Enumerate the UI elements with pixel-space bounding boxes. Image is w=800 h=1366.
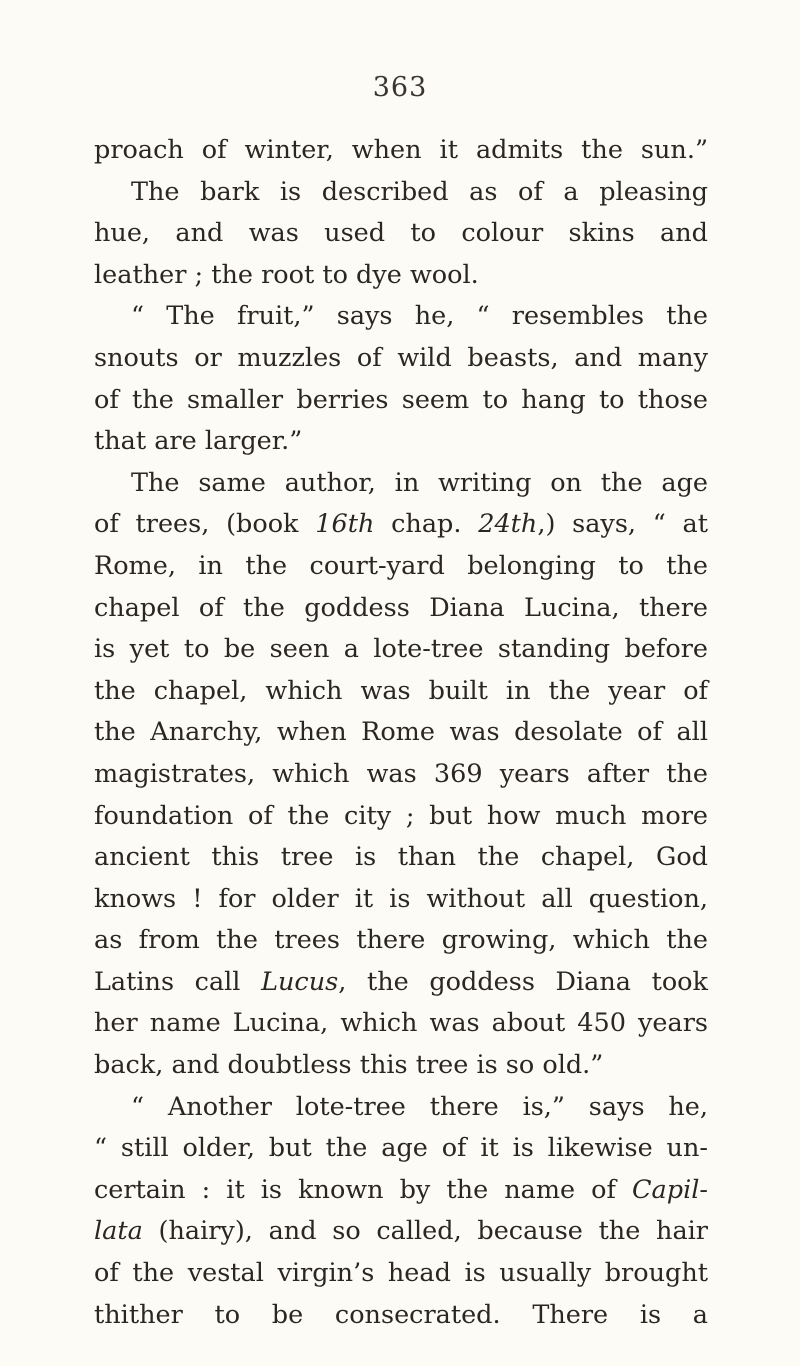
text-line: snouts or muzzles of wild beasts, and many	[94, 342, 708, 373]
text-line: as from the trees there growing, which the	[94, 925, 708, 956]
text-line: Latins call Lucus, the goddess Diana took	[94, 966, 708, 997]
text-line: “ Another lote-tree there is,” says he,	[131, 1091, 708, 1122]
text-line: is yet to be seen a lote-tree standing before	[94, 634, 708, 665]
text-line: Rome, in the court-yard belonging to the	[94, 550, 708, 581]
text-line: her name Lucina, which was about 450 years	[94, 1008, 708, 1039]
text-line: leather ; the root to dye wool.	[94, 259, 479, 290]
text-line: the Anarchy, when Rome was desolate of all	[94, 717, 708, 748]
text-line: thither to be consecrated. There is a	[94, 1299, 708, 1330]
text-line: that are larger.”	[94, 426, 303, 457]
text-line: magistrates, which was 369 years after the	[94, 758, 708, 789]
text-line: ancient this tree is than the chapel, God	[94, 842, 708, 873]
text-line: chapel of the goddess Diana Lucina, there	[94, 592, 708, 623]
text-line: The bark is described as of a pleasing	[131, 176, 708, 207]
text-line: certain : it is known by the name of Capil-	[94, 1174, 708, 1205]
page-number: 363	[372, 72, 428, 103]
text-line: proach of winter, when it admits the sun.”	[94, 135, 708, 165]
text-line: knows ! for older it is without all question,	[94, 883, 708, 914]
text-line: The same author, in writing on the age	[131, 467, 708, 498]
text-line: “ still older, but the age of it is likewise un-	[94, 1133, 708, 1164]
text-line: “ The fruit,” says he, “ resembles the	[131, 301, 708, 332]
text-line: of the smaller berries seem to hang to those	[94, 384, 708, 415]
text-line: the chapel, which was built in the year of	[94, 675, 708, 706]
text-line: foundation of the city ; but how much more	[94, 800, 708, 831]
text-line: hue, and was used to colour skins and	[94, 218, 708, 249]
text-line: of the vestal virgin’s head is usually brought	[94, 1258, 708, 1289]
text-line: lata (hairy), and so called, because the hair	[94, 1216, 708, 1247]
text-line: of trees, (book 16th chap. 24th,) says, “ at	[94, 509, 708, 540]
text-line: back, and doubtless this tree is so old.”	[94, 1050, 604, 1081]
body-text	[94, 130, 708, 1336]
